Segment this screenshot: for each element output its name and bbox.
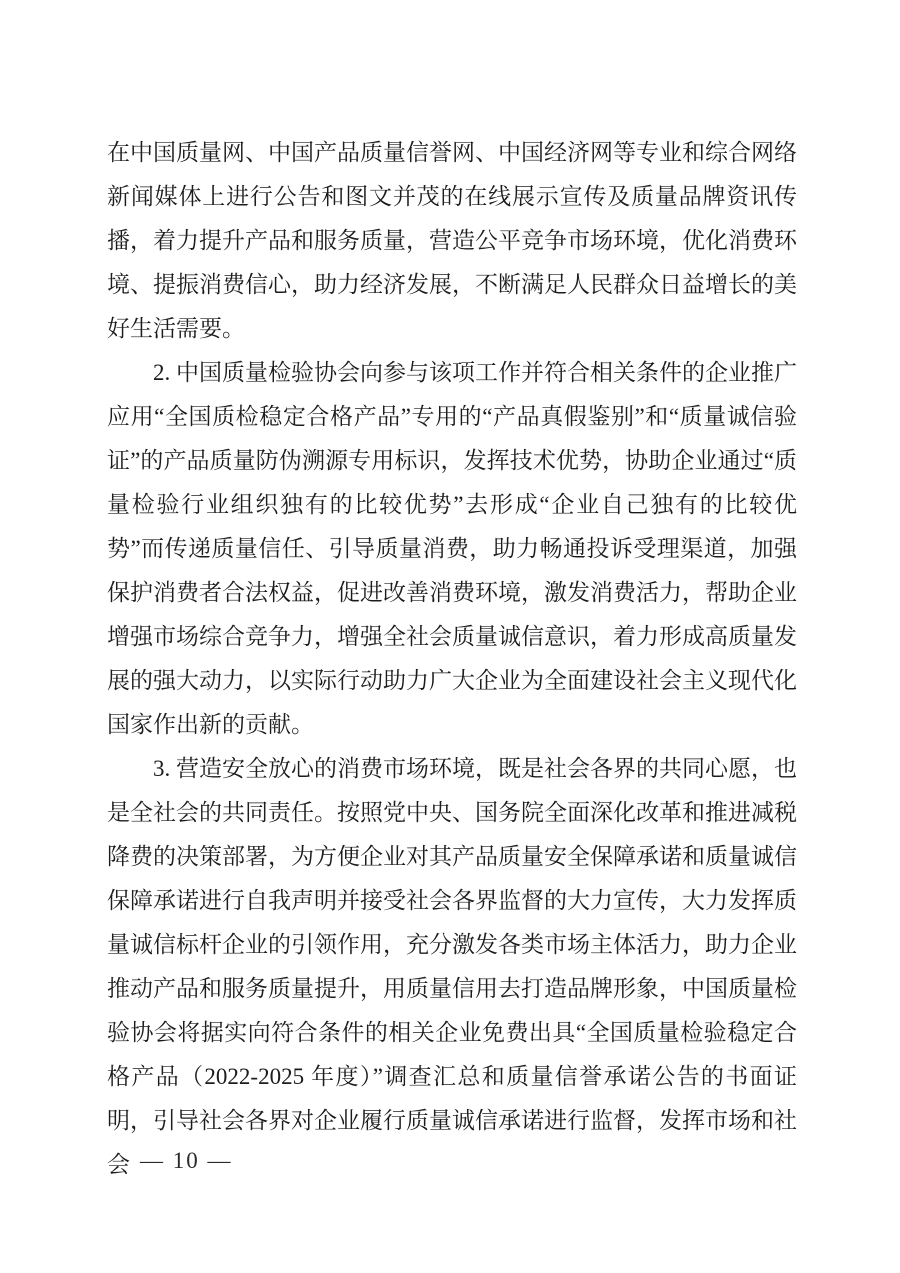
paragraph-item-2: 2. 中国质量检验协会向参与该项工作并符合相关条件的企业推广应用“全国质检稳定合格产品”专用的“产品真假鉴别”和“质量诚信验证”的产品质量防伪溯源专用标识，发挥技术优势，协助企业通过“质量检验行业组织独有的比较优势”去形成“企业自己独有的比较优势”而传递质量信任、引导质量消费，助力畅通投诉受理渠道，加强保护消费者合法权益，促进改善消费环境，激发消费活力，帮助企业增强市场综合竞争力，增强全社会质量诚信意识，着力形成高质量发展的强大动力，以实际行动助力广大企业为全面建设社会主义现代化国家作出新的贡献。 (107, 360, 797, 737)
document-body (107, 131, 797, 1187)
page-number: — 10 — (140, 1148, 233, 1173)
paragraph-continuation: 在中国质量网、中国产品质量信誉网、中国经济网等专业和综合网络新闻媒体上进行公告和图文并茂的在线展示宣传及质量品牌资讯传播，着力提升产品和服务质量，营造公平竞争市场环境，优化消费环境、提振消费信心，助力经济发展，不断满足人民群众日益增长的美好生活需要。 (107, 140, 797, 341)
paragraph-item-3: 3. 营造安全放心的消费市场环境，既是社会各界的共同心愿，也是全社会的共同责任。按照党中央、国务院全面深化改革和推进减税降费的决策部署，为方便企业对其产品质量安全保障承诺和质量诚信保障承诺进行自我声明并接受社会各界监督的大力宣传，大力发挥质量诚信标杆企业的引领作用，充分激发各类市场主体活力，助力企业推动产品和服务质量提升，用质量信用去打造品牌形象，中国质量检验协会将据实向符合条件的相关企业免费出具“全国质量检验稳定合格产品（2022-2025 年度）”调查汇总和质量信誉承诺公告的书面证明，引导社会各界对企业履行质量诚信承诺进行监督，发挥市场和社会 (107, 756, 797, 1177)
